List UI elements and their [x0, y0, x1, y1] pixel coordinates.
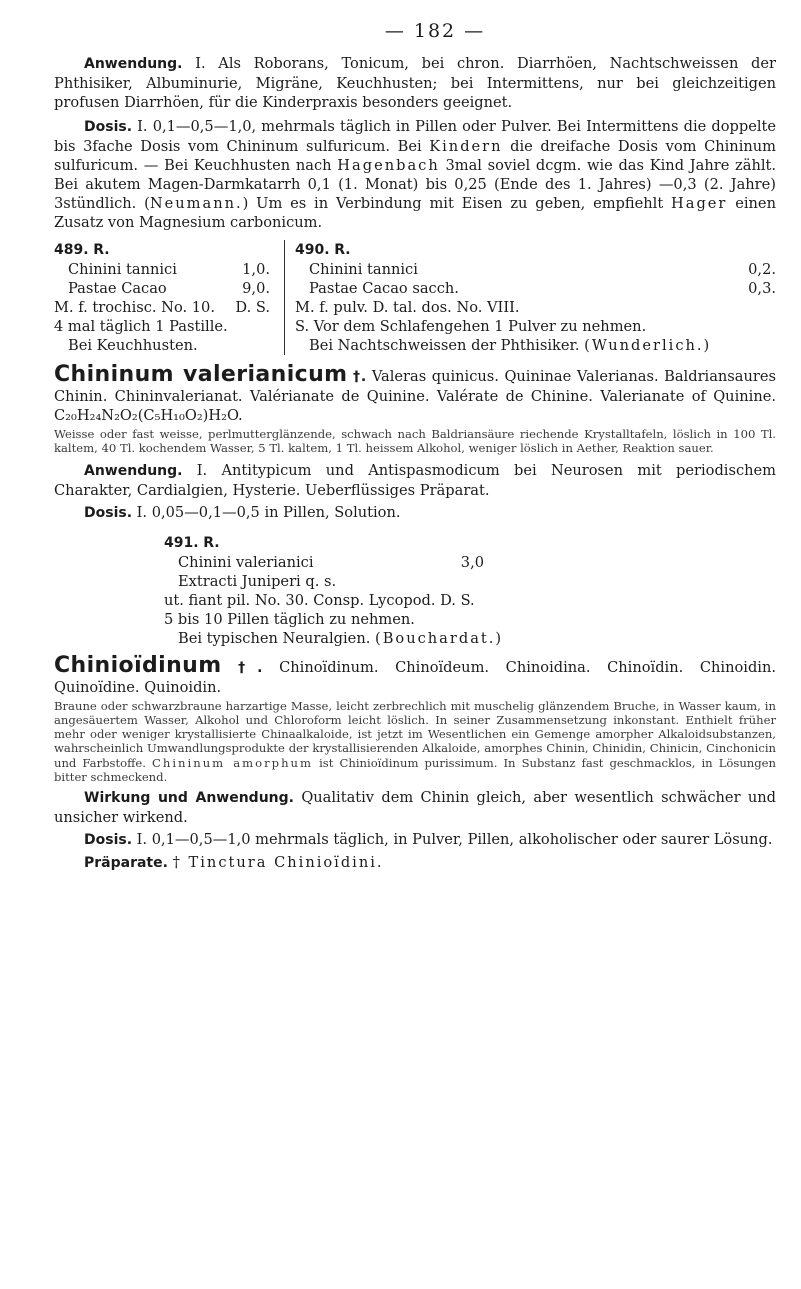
rx489-ingredient-1 — [54, 260, 270, 279]
page-number: — 182 — — [384, 20, 486, 42]
chinioidinum-wirkung-text: Qualitativ dem Chinin gleich, aber wesentlich schwächer und unsicher wirkend. — [54, 789, 777, 827]
paragraph-anwendung — [54, 54, 776, 112]
dagger-chinioidinum: †. — [238, 659, 263, 676]
page — [54, 20, 776, 873]
rx491-indication-text: Bei typischen Neuralgien. — [178, 629, 371, 647]
prescription-489 — [54, 240, 284, 355]
rx491-dosage: 5 bis 10 Pillen täglich zu nehmen. — [164, 610, 415, 628]
formula-valerianicum: C₂₀H₂₄N₂O₂(C₅H₁₀O₂)H₂O. — [54, 407, 243, 424]
rx490-number: 490. — [295, 242, 330, 258]
rx491-ingredient-1 — [164, 553, 484, 572]
synonyms-valerianicum: Valeras quinicus. Quininae Valerianas. Baldriansaures Chinin. Chininvalerianat. Valérianate de Quinine. Valérate de Chinine. Valerianate of Quinine. — [54, 368, 777, 405]
label-chinioidinum-dosis: Dosis. — [84, 832, 133, 849]
paragraph-valerianicum-anwendung — [54, 461, 776, 500]
rx489-ing2-amount: 9,0. — [242, 280, 270, 297]
entry-chinioidinum — [54, 652, 777, 697]
chinioidinum-amorphum: Chininum amorphum — [152, 755, 314, 770]
label-dosis: Dosis. — [84, 119, 133, 135]
anwendung-text: I. Als Roborans, Tonicum, bei chron. Diarrhöen, Nachtschweissen der Phthisiker, Albuminurie, Migräne, Keuchhusten; bei Intermittens, nur bei gleichzeitigen profusen Diarrhöen, für die Kinderpraxis besonders geeignet. — [54, 55, 777, 111]
rx491-author: (Bouchardat.) — [375, 629, 504, 647]
rx491-ing1-amount: 3,0 — [460, 553, 484, 571]
dosis-text-1: I. 0,1—0,5—1,0, mehrmals täglich in Pillen oder Pulver. Bei Intermittens die doppelte bis 3fache Dosis vom Chininum sulfuricum. Bei — [54, 118, 776, 155]
rx489-ing2-name: Pastae Cacao — [68, 280, 167, 297]
dosis-text-2: die dreifache Dosis vom Chininum sulfuricum. — Bei Keuchhusten nach — [54, 138, 776, 174]
rx489-line3-right: D. S. — [235, 299, 270, 316]
paragraph-chinioidinum-praeparate — [54, 853, 776, 873]
rx490-dosage: S. Vor dem Schlafengehen 1 Pulver zu nehmen. — [295, 318, 647, 335]
dosis-text-3: 3mal soviel dcgm. wie das Kind Jahre zählt. Bei akutem Magen-Darmkatarrh 0,1 (1. Monat) bis 0,25 (Ende des 1. Jahres) —0,3 (2. Jahre) 3stündlich. ( — [54, 157, 777, 212]
rx490-ing1-name: Chinini tannici — [309, 261, 418, 278]
rx490-ingredient-1 — [295, 260, 776, 279]
rx490-author: (Wunderlich.) — [584, 337, 712, 354]
label-anwendung: Anwendung. — [84, 56, 183, 72]
author-hager: Hager — [671, 195, 728, 212]
label-valerianicum-anwendung: Anwendung. — [84, 462, 183, 479]
rx489-instruction — [54, 298, 270, 317]
paragraph-valerianicum-dosis — [54, 503, 776, 523]
dagger-valerianicum: †. — [353, 369, 367, 385]
prescriptions-489-490 — [54, 240, 776, 355]
rx490-ingredient-2 — [295, 279, 776, 298]
label-valerianicum-dosis: Dosis. — [84, 504, 133, 521]
dosis-kindern: Kindern — [429, 138, 503, 155]
rx489-symbol: R. — [93, 242, 110, 258]
entry-title-chinioidinum: Chinioïdinum — [54, 652, 222, 678]
chinioidinum-description-text: Braune oder schwarzbraune harzartige Masse, leicht zerbrechlich mit muschelig glänzendem Bruche, in Wasser kaum, in angesäuertem Wasser, Alkohol und Chloroform leicht löslich. In seiner Zusammensetzung inkonstant. Enthielt früher mehr oder weniger krystallisierte Chinaalkaloide, ist jetzt im Wesentlichen ein Gemenge amorpher Alkaloidsubstanzen, wahrscheinlich Umwandlungsprodukte der krystallisierenden Alkaloide, amorphes Chinin, Chinidin, Chinicin, Cinchonicin und Farbstoffe. — [54, 698, 776, 770]
entry-title-valerianicum: Chininum valerianicum — [54, 362, 348, 387]
rx490-ing2-name: Pastae Cacao sacch. — [309, 280, 459, 297]
description-chinioidinum — [54, 699, 776, 785]
prescription-491 — [164, 533, 504, 648]
author-neumann: Neumann. — [149, 195, 243, 212]
rx489-number: 489. — [54, 242, 89, 258]
rx489-indication: Bei Keuchhusten. — [68, 337, 198, 354]
rx489-dosage: 4 mal täglich 1 Pastille. — [54, 318, 228, 335]
chinioidinum-praeparate-text: † Tinctura Chinioïdini. — [172, 854, 384, 872]
rx491-ing1-name: Chinini valerianici — [178, 553, 314, 571]
valerianicum-anwendung-text: I. Antitypicum und Antispasmodicum bei Neurosen mit periodischem Charakter, Cardialgien, Hysterie. Ueberflüssiges Präparat. — [54, 461, 776, 499]
rx491-instruction: ut. fiant pil. No. 30. Consp. Lycopod. D. S. — [164, 591, 475, 609]
paragraph-chinioidinum-wirkung — [54, 788, 776, 827]
entry-chininum-valerianicum — [54, 362, 777, 425]
label-wirkung: Wirkung und Anwendung. — [84, 790, 294, 807]
dosis-text-4: ) Um es in Verbindung mit Eisen zu geben, empfiehlt — [242, 195, 664, 212]
author-hagenbach: Hagenbach — [337, 157, 440, 174]
rx490-indication — [295, 336, 776, 355]
paragraph-dosis — [54, 117, 776, 232]
rx489-ing1-name: Chinini tannici — [68, 261, 177, 278]
label-praeparate: Präparate. — [84, 855, 168, 872]
rx491-indication — [164, 629, 504, 648]
rx490-indication-text: Bei Nachtschweissen der Phthisiker. — [309, 337, 580, 354]
rx489-ing1-amount: 1,0. — [242, 261, 270, 278]
rx491-ingredient-2: Extracti Juniperi q. s. — [178, 572, 337, 590]
rx490-instruction: M. f. pulv. D. tal. dos. No. VIII. — [295, 299, 520, 316]
rx491-number: 491. — [164, 534, 199, 551]
description-valerianicum: Weisse oder fast weisse, perlmutterglänzende, schwach nach Baldriansäure riechende Krystalltafeln, löslich in 100 Tl. kaltem, 40 Tl. kochendem Wasser, 5 Tl. kaltem, 1 Tl. heissem Alkohol, weniger löslich in Aether, Reaktion sauer. — [54, 427, 776, 456]
rx489-ingredient-2 — [54, 279, 270, 298]
dosis-text-5: einen Zusatz von Magnesium carbonicum. — [54, 195, 776, 231]
prescription-490 — [284, 240, 776, 355]
rx490-symbol: R. — [334, 242, 351, 258]
paragraph-chinioidinum-dosis — [54, 830, 776, 850]
rx490-ing2-amount: 0,3. — [748, 280, 776, 297]
chinioidinum-description-end: ist Chinioïdinum purissimum. In Substanz fast geschmacklos, in Lösungen bitter schmeckend. — [54, 755, 777, 785]
rx491-symbol: R. — [203, 534, 220, 551]
rx490-ing1-amount: 0,2. — [748, 261, 776, 278]
rx489-line3-left: M. f. trochisc. No. 10. — [54, 299, 215, 316]
valerianicum-dosis-text: I. 0,05—0,1—0,5 in Pillen, Solution. — [136, 503, 401, 521]
synonyms-chinioidinum: Chinoïdinum. Chinoïdeum. Chinoidina. Chinoïdin. Chinoidin. Quinoïdine. Quinoidin. — [54, 658, 777, 696]
chinioidinum-dosis-text: I. 0,1—0,5—1,0 mehrmals täglich, in Pulver, Pillen, alkoholischer oder saurer Lösung. — [136, 831, 773, 849]
